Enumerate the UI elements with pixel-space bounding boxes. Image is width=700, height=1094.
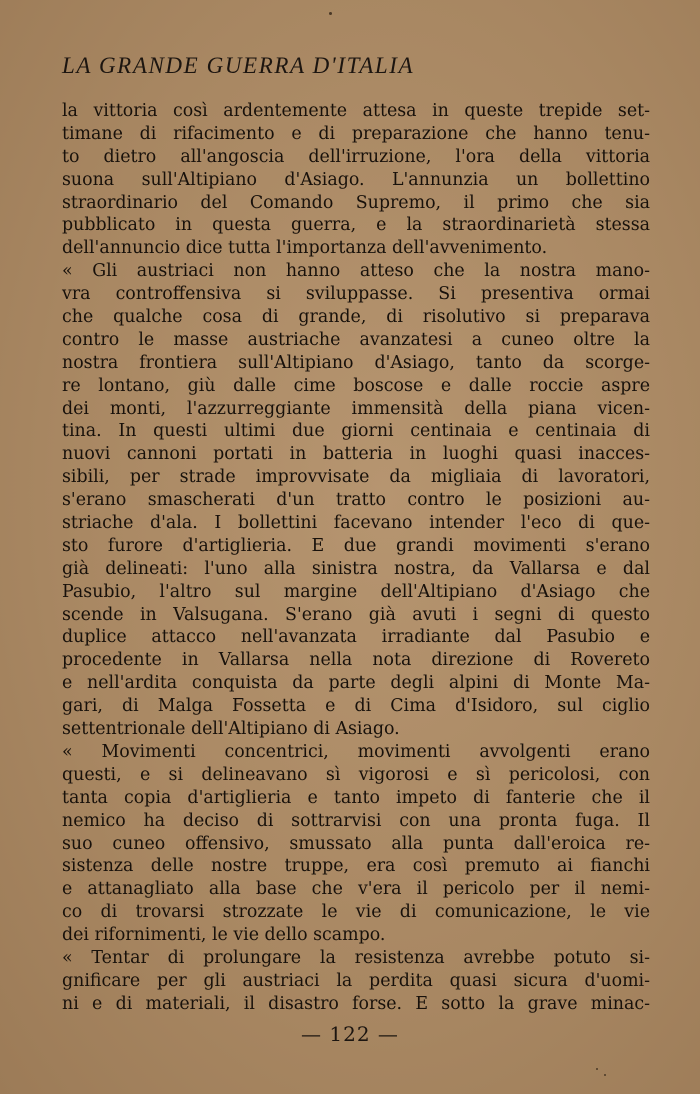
text-line: nuovi cannoni portati in batteria in luoghi quasi inacces- [62,444,650,465]
text-line: scende in Valsugana. S'erano già avuti i segni di questo [62,604,650,625]
text-line: sistenza delle nostre truppe, era così premuto ai fianchi [62,856,650,877]
text-line: procedente in Vallarsa nella nota direzione di Rovereto [62,650,650,671]
body-text [62,100,650,1016]
text-line: Pasubio, l'altro sul margine dell'Altipiano d'Asiago che [62,581,650,602]
text-line: striache d'ala. I bollettini facevano intender l'eco di que- [62,513,650,534]
text-line: dei rifornimenti, le vie dello scampo. [62,925,386,946]
text-line: sto furore d'artiglieria. E due grandi movimenti s'erano [62,535,650,556]
text-line: vra controffensiva si sviluppasse. Si presentiva ormai [62,284,650,305]
text-line: sibili, per strade improvvisate da migliaia di lavoratori, [62,467,650,488]
text-line: « Gli austriaci non hanno atteso che la nostra mano- [62,261,650,282]
text-line: to dietro all'angoscia dell'irruzione, l'ora della vittoria [62,146,650,167]
text-line: e attanagliato alla base che v'era il pericolo per il nemi- [62,879,650,900]
text-line: « Tentar di prolungare la resistenza avrebbe potuto si- [62,947,650,968]
text-line: tina. In questi ultimi due giorni centinaia e centinaia di [62,421,650,442]
text-line: suo cuneo offensivo, smussato alla punta dall'eroica re- [62,833,650,854]
text-line: nemico ha deciso di sottrarvisi con una pronta fuga. Il [62,810,650,831]
text-line: dell'annuncio dice tutta l'importanza dell'avvenimento. [62,238,548,259]
text-line: pubblicato in questa guerra, e la straordinarietà stessa [62,215,650,236]
text-line: suona sull'Altipiano d'Asiago. L'annunzia un bollettino [62,169,650,190]
text-line: s'erano smascherati d'un tratto contro le posizioni au- [62,490,650,511]
text-line: questi, e si delineavano sì vigorosi e sì pericolosi, con [62,764,650,785]
text-line: contro le masse austriache avanzatesi a cuneo oltre la [62,329,650,350]
paper-speck [604,1074,606,1076]
text-line: timane di rifacimento e di preparazione che hanno tenu- [62,123,650,144]
text-line: e nell'ardita conquista da parte degli alpini di Monte Ma- [62,673,650,694]
text-line: la vittoria così ardentemente attesa in queste trepide set- [62,101,650,121]
paper-speck [329,12,332,15]
running-title: LA GRANDE GUERRA D'ITALIA [62,53,415,78]
text-line: straordinario del Comando Supremo, il primo che sia [62,192,650,213]
text-line: duplice attacco nell'avanzata irradiante dal Pasubio e [62,627,650,648]
text-line: che qualche cosa di grande, di risolutivo si preparava [62,307,650,328]
text-line: gari, di Malga Fossetta e di Cima d'Isidoro, sul ciglio [62,696,650,717]
text-line: re lontano, giù dalle cime boscose e dalle roccie aspre [62,375,650,396]
paper-speck [596,1068,598,1070]
page-number: — 122 — [301,1022,399,1046]
text-line: « Movimenti concentrici, movimenti avvolgenti erano [62,741,650,762]
text-line: gnificare per gli austriaci la perdita quasi sicura d'uomi- [62,970,650,991]
text-line: dei monti, l'azzurreggiante immensità della piana vicen- [62,398,650,419]
text-line: ni e di materiali, il disastro forse. E sotto la grave minac- [62,993,650,1014]
text-line: co di trovarsi strozzate le vie di comunicazione, le vie [62,902,650,923]
text-line: già delineati: l'uno alla sinistra nostra, da Vallarsa e dal [62,558,650,579]
text-line: tanta copia d'artiglieria e tanto impeto di fanterie che il [62,787,650,808]
text-line: settentrionale dell'Altipiano di Asiago. [62,719,400,740]
text-line: nostra frontiera sull'Altipiano d'Asiago, tanto da scorge- [62,352,650,373]
